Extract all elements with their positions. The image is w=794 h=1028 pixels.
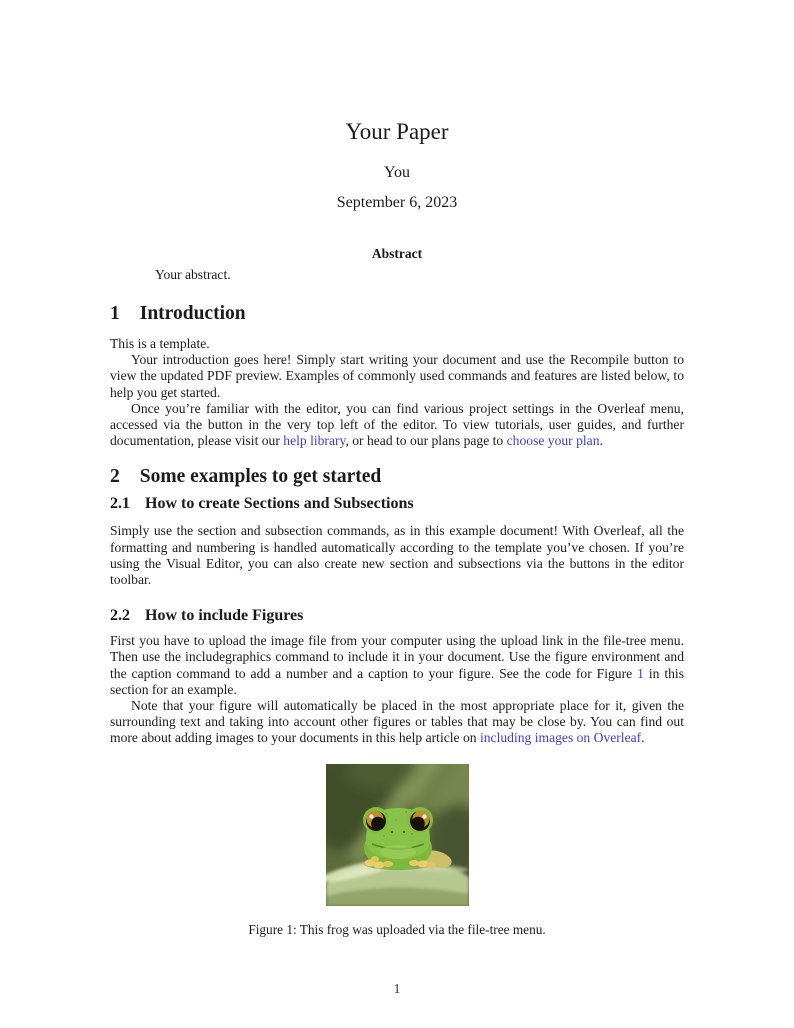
figures-p1-text-2: in this section for an example. (110, 665, 684, 697)
subsection-2-2-title: How to include Figures (145, 607, 304, 625)
abstract-text: Your abstract. (155, 267, 231, 282)
intro-paragraph-2: Your introduction goes here! Simply start writing your document and use the Recompile button to view the updated PDF preview. Examples of commonly used commands and features are listed below, to help you get started. (110, 352, 684, 400)
figures-p1-text-1: First you have to upload the image file from your computer using the upload link in the file-tree menu. Then use the includegraphics command to include it in your document. Use the figure environment and the caption command to add a number and a caption to your figure. See the code for Figure (110, 633, 684, 681)
section-1-number: 1 (110, 303, 120, 324)
subsection-2-2-heading (110, 607, 684, 625)
figures-paragraph-2 (110, 698, 684, 747)
figures-p2-text-1: Note that your figure will automatically be placed in the most appropriate place for it, given the surrounding text and taking into account other figures or tables that may be close by. You can find out more about adding images to your documents in this help article on (110, 698, 684, 746)
intro-p3-text-3: . (599, 433, 603, 449)
section-1-title: Introduction (139, 303, 246, 324)
choose-your-plan-link[interactable]: choose your plan (506, 433, 600, 449)
subsection-2-1-title: How to create Sections and Subsections (145, 495, 414, 513)
abstract-heading: Abstract (371, 246, 423, 261)
figure-1-caption: Figure 1: This frog was uploaded via the file-tree menu. (248, 921, 546, 937)
help-library-link[interactable]: help library (283, 433, 346, 449)
paper-date: September 6, 2023 (336, 194, 458, 211)
subsection-2-1-heading (110, 495, 684, 513)
figures-paragraph-1 (110, 633, 684, 698)
section-1-heading (110, 303, 684, 324)
section-2-title: Some examples to get started (139, 466, 382, 488)
intro-p3-text-2: , or head to our plans page to (345, 433, 507, 449)
paper-title: Your Paper (345, 119, 449, 144)
paper-author: You (384, 164, 410, 181)
section-2-heading (110, 466, 684, 487)
figure-1 (110, 764, 684, 938)
page-number: 1 (393, 981, 401, 996)
subsection-2-1-number: 2.1 (110, 495, 130, 513)
section-2-number: 2 (110, 466, 120, 488)
figure-1-ref-link[interactable]: 1 (637, 665, 644, 681)
page-content (110, 0, 684, 938)
intro-paragraph-3 (110, 401, 684, 450)
including-images-link[interactable]: including images on Overleaf (479, 730, 642, 746)
figures-p2-text-2: . (641, 730, 645, 746)
subsection-2-1-paragraph: Simply use the section and subsection commands, as in this example document! With Overleaf, all the formatting and numbering is handled automatically according to the template you’ve chosen. If you’re using the Visual Editor, you can also create new section and subsections via the buttons in the editor toolbar. (110, 523, 684, 588)
intro-paragraph-1: This is a template. (110, 336, 210, 351)
subsection-2-2-number: 2.2 (110, 607, 130, 625)
intro-p3-text-1: Once you’re familiar with the editor, you can find various project settings in the Overleaf menu, accessed via the button in the very top left of the editor. To view tutorials, user guides, and further documentation, please visit our (110, 400, 684, 449)
frog-photo (326, 764, 469, 906)
